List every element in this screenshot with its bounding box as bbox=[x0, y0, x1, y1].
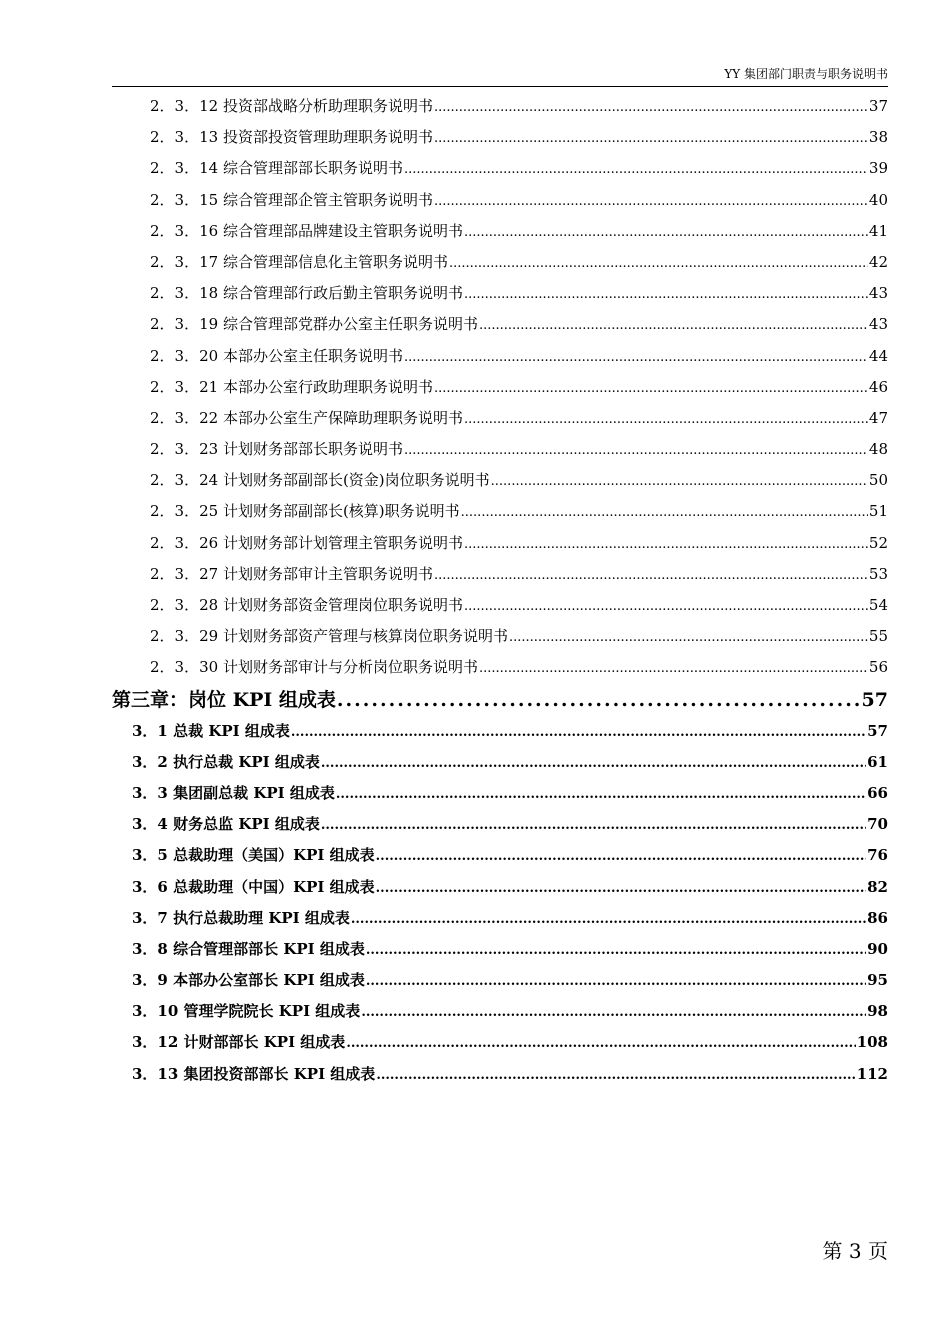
toc-entry[interactable] bbox=[112, 590, 888, 621]
toc-entry[interactable] bbox=[112, 91, 888, 122]
toc-entry-page: 98 bbox=[867, 1002, 888, 1021]
toc-leader-dots bbox=[376, 1060, 855, 1091]
toc-leader-dots bbox=[366, 935, 866, 966]
toc-entry[interactable] bbox=[112, 309, 888, 340]
toc-entry-page: 90 bbox=[867, 939, 888, 958]
toc-leader-dots bbox=[479, 310, 868, 341]
toc-leader-dots bbox=[434, 186, 868, 217]
toc-entry[interactable] bbox=[112, 559, 888, 590]
toc-entry-page: 112 bbox=[856, 1064, 888, 1083]
toc-entry-label: 2．3．18 综合管理部行政后勤主管职务说明书 bbox=[150, 284, 463, 303]
toc-entry-page: 53 bbox=[868, 564, 888, 583]
toc-entry[interactable] bbox=[112, 716, 888, 747]
toc-entry-label: 2．3．13 投资部投资管理助理职务说明书 bbox=[150, 128, 433, 147]
toc-entry[interactable] bbox=[112, 153, 888, 184]
toc-entry-label: 3．1 总裁 KPI 组成表 bbox=[132, 721, 290, 740]
toc-entry-label: 2．3．25 计划财务部副部长(核算)职务说明书 bbox=[150, 502, 460, 521]
toc-entry[interactable] bbox=[112, 403, 888, 434]
toc-entry-label: 2．3．28 计划财务部资金管理岗位职务说明书 bbox=[150, 596, 463, 614]
toc-entry[interactable] bbox=[112, 652, 888, 683]
toc-entry[interactable] bbox=[112, 372, 888, 403]
toc-leader-dots bbox=[434, 92, 868, 123]
toc-entry-page: 51 bbox=[868, 502, 888, 521]
toc-entry[interactable] bbox=[112, 122, 888, 153]
running-header: YY 集团部门职责与职务说明书 bbox=[112, 64, 888, 87]
toc-leader-dots bbox=[491, 466, 868, 497]
toc-entry-page: 50 bbox=[868, 471, 888, 490]
toc-entry-label: 2．3．14 综合管理部部长职务说明书 bbox=[150, 159, 403, 178]
toc-leader-dots bbox=[321, 748, 866, 779]
toc-entry-label: 2．3．16 综合管理部品牌建设主管职务说明书 bbox=[150, 221, 463, 240]
toc-leader-dots bbox=[434, 373, 868, 404]
toc-leader-dots bbox=[404, 154, 868, 185]
toc-leader-dots bbox=[366, 966, 866, 997]
toc-chapter-entry[interactable] bbox=[112, 684, 888, 716]
toc-leader-dots bbox=[464, 529, 868, 560]
toc-entry[interactable] bbox=[112, 1059, 888, 1090]
toc-entry-page: 42 bbox=[868, 252, 888, 271]
toc-entry[interactable] bbox=[112, 278, 888, 309]
toc-leader-dots bbox=[434, 560, 868, 591]
toc-entry-page: 52 bbox=[868, 533, 888, 552]
toc-entry-label: 3．13 集团投资部部长 KPI 组成表 bbox=[132, 1064, 376, 1083]
toc-entry-page: 55 bbox=[868, 627, 888, 646]
toc-leader-dots bbox=[404, 342, 868, 373]
page-number: 第 3 页 bbox=[822, 1239, 888, 1263]
toc-leader-dots bbox=[321, 810, 866, 841]
toc-entry[interactable] bbox=[112, 778, 888, 809]
toc-entry[interactable] bbox=[112, 465, 888, 496]
toc-entry-page: 82 bbox=[867, 877, 888, 896]
toc-leader-dots bbox=[346, 1028, 855, 1059]
toc-leader-dots bbox=[291, 717, 866, 748]
toc-entry-label: 3．10 管理学院院长 KPI 组成表 bbox=[132, 1002, 361, 1021]
toc-entry[interactable] bbox=[112, 1027, 888, 1058]
toc-entry-label: 2．3．19 综合管理部党群办公室主任职务说明书 bbox=[150, 315, 478, 334]
toc-entry-page: 48 bbox=[868, 440, 888, 459]
toc-entry[interactable] bbox=[112, 903, 888, 934]
toc-entry-page: 76 bbox=[867, 846, 888, 865]
toc-leader-dots bbox=[351, 904, 866, 935]
toc-leader-dots bbox=[336, 779, 866, 810]
toc-entry-page: 43 bbox=[868, 315, 888, 334]
toc-entry-page: 44 bbox=[868, 346, 888, 365]
toc-entry-page: 95 bbox=[867, 971, 888, 990]
toc-entry-label: 3．8 综合管理部部长 KPI 组成表 bbox=[132, 939, 365, 958]
toc-entry-label: 2．3．20 本部办公室主任职务说明书 bbox=[150, 346, 403, 365]
toc-entry-page: 38 bbox=[868, 128, 888, 147]
toc-leader-dots bbox=[434, 123, 868, 154]
toc-entry[interactable] bbox=[112, 872, 888, 903]
toc-entry-page: 54 bbox=[868, 596, 888, 614]
toc-entry-label: 2．3．24 计划财务部副部长(资金)岗位职务说明书 bbox=[150, 471, 490, 490]
toc-entry[interactable] bbox=[112, 185, 888, 216]
toc-entry[interactable] bbox=[112, 247, 888, 278]
toc-entry-label: 3．5 总裁助理（美国）KPI 组成表 bbox=[132, 846, 375, 865]
toc-entry-label: 3．9 本部办公室部长 KPI 组成表 bbox=[132, 971, 365, 990]
toc-leader-dots bbox=[479, 653, 868, 684]
toc-entry-label: 2．3．23 计划财务部部长职务说明书 bbox=[150, 440, 403, 459]
toc-entry[interactable] bbox=[112, 496, 888, 527]
toc-leader-dots bbox=[376, 873, 866, 904]
toc-entry[interactable] bbox=[112, 528, 888, 559]
toc-chapter-page: 57 bbox=[861, 688, 888, 711]
toc-leader-dots bbox=[461, 497, 868, 528]
toc-entry-page: 39 bbox=[868, 159, 888, 178]
table-of-contents bbox=[112, 91, 888, 1090]
toc-leader-dots bbox=[337, 684, 861, 716]
toc-entry-label: 2．3．15 综合管理部企管主管职务说明书 bbox=[150, 190, 433, 209]
toc-entry-label: 2．3．22 本部办公室生产保障助理职务说明书 bbox=[150, 408, 463, 427]
toc-entry-label: 2．3．27 计划财务部审计主管职务说明书 bbox=[150, 564, 433, 583]
toc-leader-dots bbox=[449, 248, 868, 279]
toc-leader-dots bbox=[376, 841, 866, 872]
toc-entry[interactable] bbox=[112, 840, 888, 871]
toc-entry-label: 2．3．21 本部办公室行政助理职务说明书 bbox=[150, 377, 433, 396]
toc-leader-dots bbox=[464, 404, 868, 435]
toc-entry[interactable] bbox=[112, 809, 888, 840]
toc-entry[interactable] bbox=[112, 434, 888, 465]
toc-entry[interactable] bbox=[112, 621, 888, 652]
toc-entry-label: 3．6 总裁助理（中国）KPI 组成表 bbox=[132, 877, 375, 896]
toc-entry-label: 2．3．30 计划财务部审计与分析岗位职务说明书 bbox=[150, 658, 478, 677]
toc-entry-label: 2．3．29 计划财务部资产管理与核算岗位职务说明书 bbox=[150, 627, 508, 646]
toc-entry-label: 3．3 集团副总裁 KPI 组成表 bbox=[132, 783, 335, 802]
toc-entry-page: 37 bbox=[868, 97, 888, 115]
toc-entry-page: 43 bbox=[868, 284, 888, 303]
toc-entry-page: 56 bbox=[868, 658, 888, 677]
toc-entry-page: 41 bbox=[868, 221, 888, 240]
toc-level3-list bbox=[112, 91, 888, 684]
toc-entry-page: 46 bbox=[868, 377, 888, 396]
toc-entry-label: 2．3．26 计划财务部计划管理主管职务说明书 bbox=[150, 533, 463, 552]
toc-level2-list bbox=[112, 716, 888, 1090]
toc-leader-dots bbox=[361, 997, 866, 1028]
toc-entry-page: 57 bbox=[867, 721, 888, 740]
toc-leader-dots bbox=[464, 217, 868, 248]
toc-entry-page: 66 bbox=[867, 783, 888, 802]
toc-leader-dots bbox=[464, 279, 868, 310]
toc-entry[interactable] bbox=[112, 934, 888, 965]
toc-entry[interactable] bbox=[112, 341, 888, 372]
toc-entry-label: 2．3．17 综合管理部信息化主管职务说明书 bbox=[150, 252, 448, 271]
toc-entry-page: 70 bbox=[867, 815, 888, 834]
toc-entry[interactable] bbox=[112, 965, 888, 996]
toc-chapter-label: 第三章：岗位 KPI 组成表 bbox=[112, 688, 336, 711]
toc-entry-page: 47 bbox=[868, 408, 888, 427]
toc-entry[interactable] bbox=[112, 747, 888, 778]
toc-entry-page: 40 bbox=[868, 190, 888, 209]
toc-entry-page: 86 bbox=[867, 908, 888, 927]
toc-entry[interactable] bbox=[112, 216, 888, 247]
toc-entry-page: 61 bbox=[867, 752, 888, 771]
toc-leader-dots bbox=[509, 622, 868, 653]
toc-leader-dots bbox=[404, 435, 868, 466]
toc-entry-label: 3．12 计财部部长 KPI 组成表 bbox=[132, 1033, 346, 1052]
toc-entry-label: 2．3．12 投资部战略分析助理职务说明书 bbox=[150, 97, 433, 115]
toc-leader-dots bbox=[464, 591, 868, 622]
toc-entry-label: 3．4 财务总监 KPI 组成表 bbox=[132, 815, 320, 834]
toc-entry-label: 3．7 执行总裁助理 KPI 组成表 bbox=[132, 908, 350, 927]
toc-entry-page: 108 bbox=[856, 1033, 888, 1052]
toc-entry-label: 3．2 执行总裁 KPI 组成表 bbox=[132, 752, 320, 771]
toc-entry[interactable] bbox=[112, 996, 888, 1027]
